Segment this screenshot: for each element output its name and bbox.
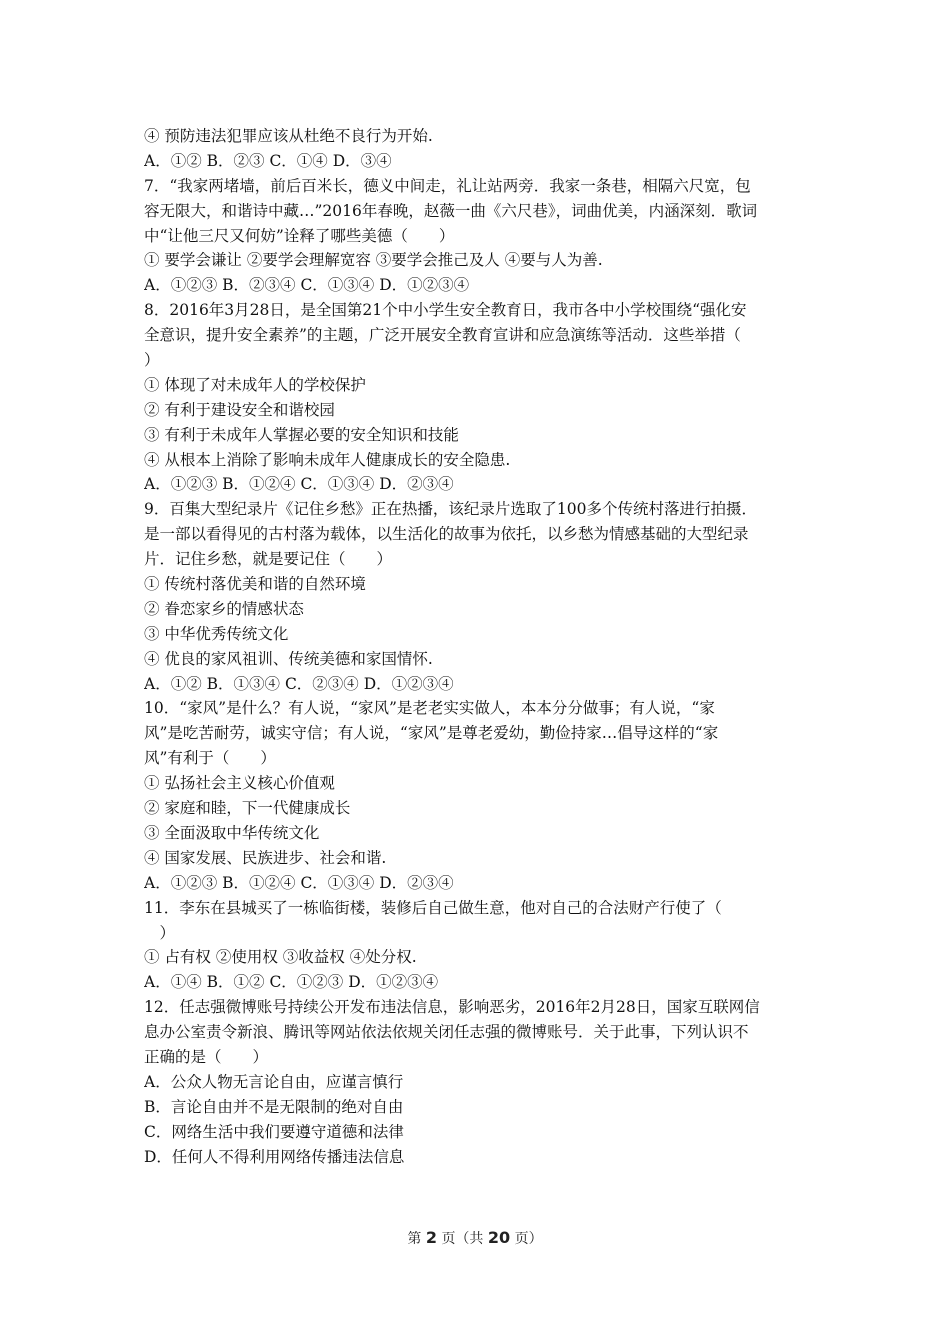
option-c: C．网络生活中我们要遵守道德和法律 (144, 1122, 404, 1141)
text-line: ④ 预防违法犯罪应该从杜绝不良行为开始. (144, 127, 433, 145)
question-7: 7．“我家两堵墙，前后百米长，德义中间走，礼让站两旁．我家一条巷，相隔六尺宽，包 (144, 176, 751, 195)
text-line: ） (144, 923, 176, 942)
text-line: ） (144, 351, 160, 370)
text-line: 风”是吃苦耐劳，诚实守信；有人说，“家风”是尊老爱幼，勤俭持家…倡导这样的“家 (144, 724, 719, 743)
text-line: ① 占有权 ②使用权 ③收益权 ④处分权. (144, 948, 417, 967)
question-10: 10．“家风”是什么？有人说，“家风”是老老实实做人，本本分分做事；有人说，“家 (144, 699, 715, 718)
text-line: ② 眷恋家乡的情感状态 (144, 599, 304, 618)
text-line: ① 传统村落优美和谐的自然环境 (144, 575, 366, 594)
footer-suffix: 页） (514, 1231, 543, 1247)
text-line: ② 家庭和睦，下一代健康成长 (144, 799, 351, 818)
text-line: ② 有利于建设安全和谐校园 (144, 400, 335, 419)
text-line: ③ 中华优秀传统文化 (144, 624, 289, 643)
text-line: ④ 国家发展、民族进步、社会和谐. (144, 848, 387, 867)
text-line: ④ 优良的家风祖训、传统美德和家国情怀. (144, 649, 433, 668)
answer-options: A．①②③ B．①②④ C．①③④ D．②③④ (144, 873, 454, 892)
page-footer (0, 1228, 950, 1248)
question-12: 12．任志强微博账号持续公开发布违法信息，影响恶劣，2016年2月28日，国家互联网信 (144, 998, 760, 1017)
text-line: 片．记住乡愁，就是要记住（ ） (144, 550, 393, 569)
text-line: ① 弘扬社会主义核心价值观 (144, 774, 335, 793)
footer-middle: 页（共 (441, 1231, 484, 1247)
option-a: A．公众人物无言论自由，应谨言慎行 (144, 1072, 404, 1091)
document-body (144, 124, 806, 1169)
option-b: B．言论自由并不是无限制的绝对自由 (144, 1097, 404, 1116)
text-line: ① 体现了对未成年人的学校保护 (144, 375, 366, 394)
text-line: 风”有利于（ ） (144, 749, 276, 768)
text-line: 全意识，提升安全素养”的主题，广泛开展安全教育宣讲和应急演练等活动．这些举措（ (144, 326, 741, 345)
answer-options: A．①④ B．①② C．①②③ D．①②③④ (144, 973, 439, 992)
text-line: ③ 全面汲取中华传统文化 (144, 823, 320, 842)
text-line: ④ 从根本上消除了影响未成年人健康成长的安全隐患. (144, 450, 511, 469)
footer-prefix: 第 (407, 1231, 422, 1247)
total-pages: 20 (487, 1228, 511, 1247)
answer-options: A．①② B．①③④ C．②③④ D．①②③④ (144, 674, 454, 693)
answer-options: A．①②③ B．①②④ C．①③④ D．②③④ (144, 475, 454, 494)
question-11: 11．李东在县城买了一栋临街楼，装修后自己做生意，他对自己的合法财产行使了（ (144, 898, 722, 917)
answer-options: A．①② B．②③ C．①④ D．③④ (144, 151, 392, 170)
option-d: D．任何人不得利用网络传播违法信息 (144, 1147, 405, 1166)
text-line: 中“让他三尺又何妨”诠释了哪些美德（ ） (144, 226, 455, 245)
text-line: 容无限大，和谐诗中藏…”2016年春晚，赵薇一曲《六尺巷》，词曲优美，内涵深刻．歌词 (144, 201, 758, 220)
text-line: ③ 有利于未成年人掌握必要的安全知识和技能 (144, 425, 459, 444)
question-9: 9．百集大型纪录片《记住乡愁》正在热播，该纪录片选取了100多个传统村落进行拍摄． (144, 500, 757, 519)
text-line: 是一部以看得见的古村落为载体，以生活化的故事为依托，以乡愁为情感基础的大型纪录 (144, 525, 749, 544)
text-line: 正确的是（ ） (144, 1047, 269, 1066)
answer-options: A．①②③ B．②③④ C．①③④ D．①②③④ (144, 276, 470, 295)
text-line: ① 要学会谦让 ②要学会理解宽容 ③要学会推己及人 ④要与人为善. (144, 251, 603, 270)
question-8: 8．2016年3月28日，是全国第21个中小学生安全教育日，我市各中小学校围绕“强化安 (144, 301, 747, 320)
text-line: 息办公室责令新浪、腾讯等网站依法依规关闭任志强的微博账号．关于此事，下列认识不 (144, 1023, 749, 1042)
page-number: 2 (425, 1228, 437, 1247)
